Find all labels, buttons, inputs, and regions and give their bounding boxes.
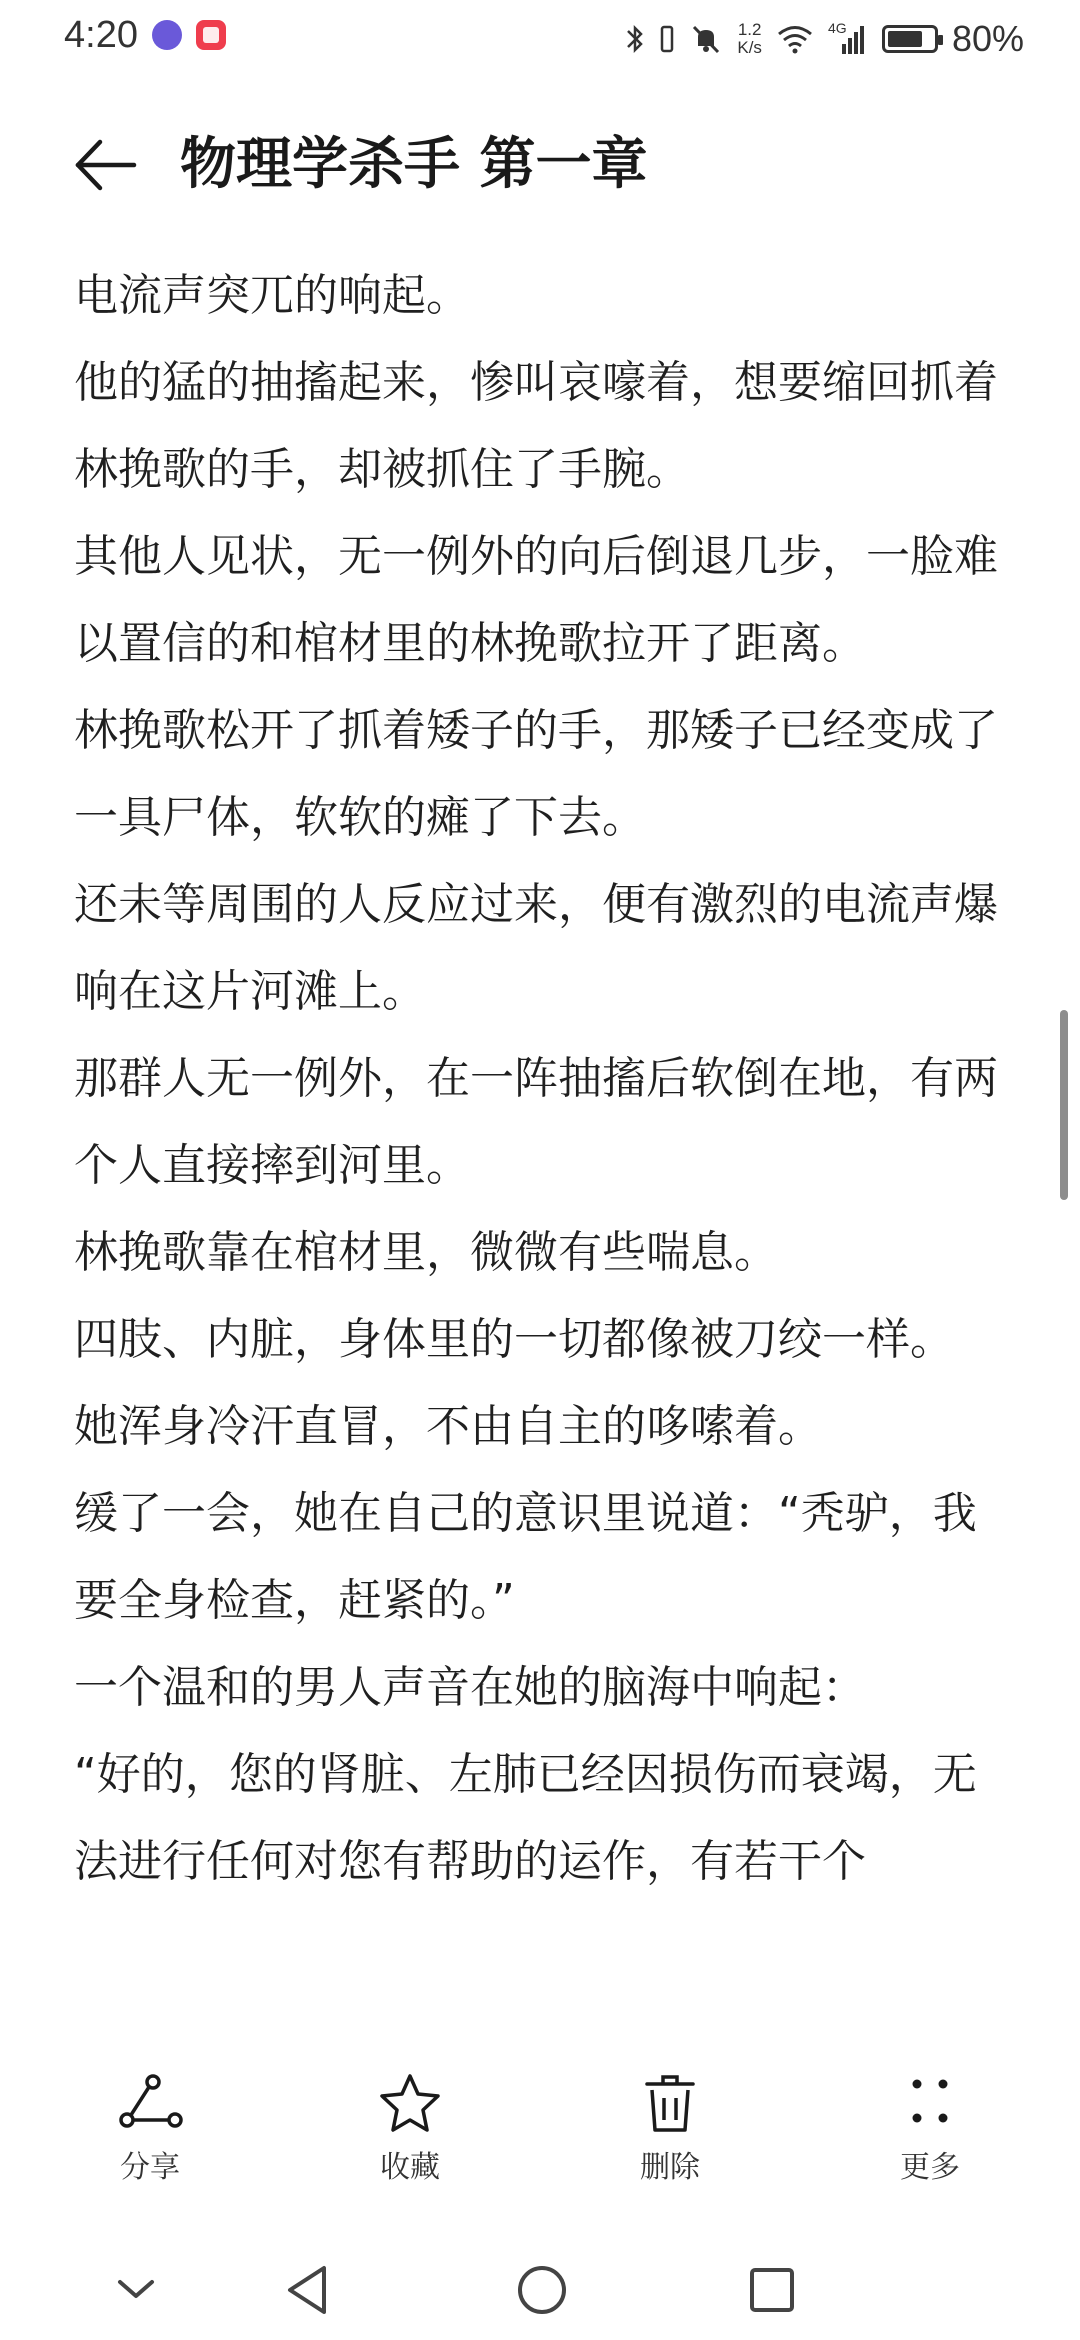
arrow-left-icon — [70, 130, 140, 200]
back-button[interactable] — [70, 130, 140, 200]
nav-recents-button[interactable] — [742, 2260, 802, 2320]
paragraph: 电流声突兀的响起。 — [74, 270, 470, 321]
paragraph: 她浑身冷汗直冒，不由自主的哆嗦着。 — [74, 1401, 822, 1452]
more-button[interactable] — [800, 2070, 1060, 2200]
status-bar — [0, 0, 1080, 80]
paragraph: “好的，您的肾脏、左肺已经因损伤而衰竭，无法进行任何对您有帮助的运作，有若干个 — [74, 1749, 977, 1887]
scrollbar[interactable] — [1060, 1010, 1068, 1200]
network-type: 4G — [827, 20, 847, 36]
status-time: 4:20 — [64, 14, 138, 56]
net-speed — [737, 21, 762, 57]
collapse-button[interactable] — [106, 2260, 166, 2320]
paragraph: 一个温和的男人声音在她的脑海中响起： — [74, 1662, 866, 1713]
paragraph: 还未等周围的人反应过来，便有激烈的电流声爆响在这片河滩上。 — [74, 879, 998, 1017]
more-dots-icon — [895, 2070, 965, 2136]
net-speed-unit: K/s — [737, 38, 762, 57]
recents-square-icon — [742, 2260, 802, 2320]
delete-label: 删除 — [640, 2150, 700, 2185]
battery-text: 80% — [951, 18, 1024, 59]
wifi-icon — [776, 24, 814, 54]
paragraph: 缓了一会，她在自己的意识里说道：“秃驴，我要全身检查，赶紧的。” — [74, 1488, 977, 1626]
back-triangle-icon — [280, 2260, 340, 2320]
status-icons — [625, 14, 1024, 64]
battery-icon — [882, 25, 938, 53]
paragraph: 其他人见状，无一例外的向后倒退几步，一脸难以置信的和棺材里的林挽歌拉开了距离。 — [74, 531, 998, 669]
signal-group — [828, 22, 868, 56]
trash-icon — [635, 2070, 705, 2136]
more-label: 更多 — [900, 2150, 960, 2185]
app-notification-icon — [196, 20, 226, 50]
mute-icon — [689, 22, 723, 56]
collapse-icon — [106, 2260, 166, 2320]
home-circle-icon — [512, 2260, 572, 2320]
star-icon — [375, 2070, 445, 2136]
paragraph: 他的猛的抽搐起来，惨叫哀嚎着，想要缩回抓着林挽歌的手，却被抓住了手腕。 — [74, 357, 998, 495]
net-speed-value: 1.2 — [737, 20, 762, 39]
system-nav-bar — [0, 2240, 1080, 2340]
vibrate-icon — [659, 24, 675, 54]
paragraph: 四肢、内脏，身体里的一切都像被刀绞一样。 — [74, 1314, 954, 1365]
note-content[interactable] — [74, 252, 1014, 2062]
app-notification-icon — [152, 20, 182, 50]
page-title: 物理学杀手 第一章 — [180, 132, 648, 197]
share-icon — [115, 2070, 185, 2136]
bottom-toolbar — [0, 2070, 1080, 2200]
nav-back-button[interactable] — [280, 2260, 340, 2320]
battery-fill — [888, 31, 922, 47]
share-label: 分享 — [120, 2150, 180, 2185]
paragraph: 林挽歌松开了抓着矮子的手，那矮子已经变成了一具尸体，软软的瘫了下去。 — [74, 705, 998, 843]
favorite-label: 收藏 — [380, 2150, 440, 2185]
signal-icon — [828, 22, 868, 56]
bluetooth-icon — [625, 22, 645, 56]
delete-button[interactable] — [540, 2070, 800, 2200]
nav-home-button[interactable] — [512, 2260, 572, 2320]
header — [0, 110, 1080, 220]
share-button[interactable] — [20, 2070, 280, 2200]
favorite-button[interactable] — [280, 2070, 540, 2200]
paragraph: 那群人无一例外，在一阵抽搐后软倒在地，有两个人直接摔到河里。 — [74, 1053, 998, 1191]
paragraph: 林挽歌靠在棺材里，微微有些喘息。 — [74, 1227, 778, 1278]
